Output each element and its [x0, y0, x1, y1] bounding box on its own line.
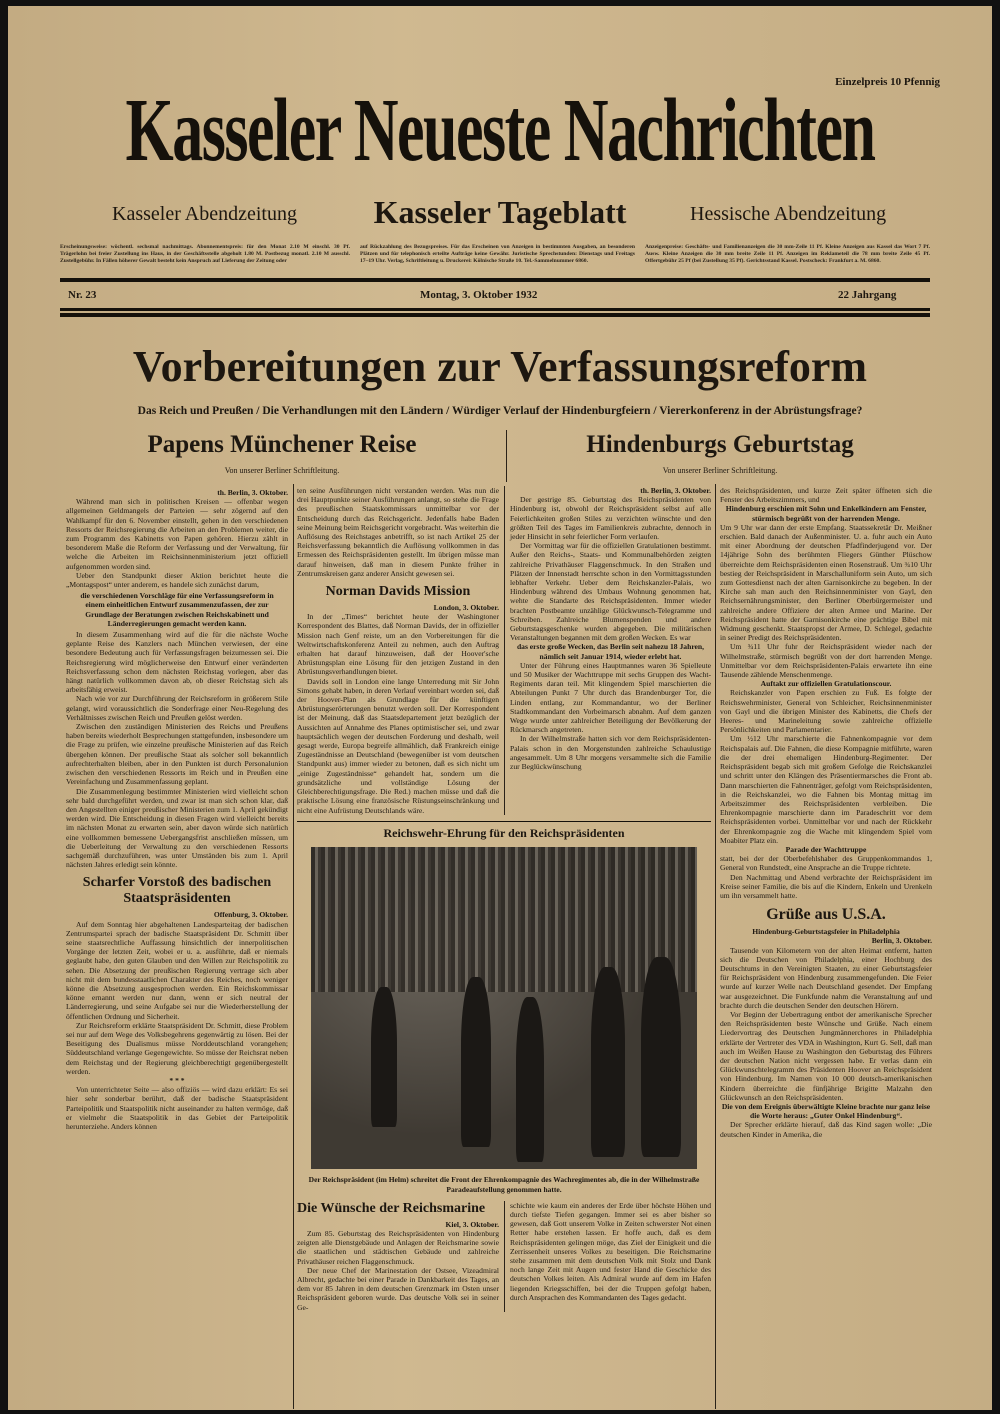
- baden-title: Scharfer Vorstoß des badischen Staatspräsidenten: [82, 875, 272, 907]
- column-4: [720, 486, 932, 1139]
- highlight-paragraph: die verschiedenen Vorschläge für eine Verfassungsreform in einem einheitlichen Entwurf zusammenzufassen, der zur Grundlage der Beratungen zwischen Reichskabinett und Länderregierungen gemacht werden kann.: [80, 591, 274, 628]
- paragraph: In der „Times“ berichtet heute der Washingtoner Korrespondent des Blattes, daß Norman Davids, der in offizieller Mission nach Genf reiste, um an den Vorbereitungen für die Weltwirtschaftskonferenz Anteil zu nehmen, auch den Auftrag erhalten hat darauf hinzuweisen, daß der Hoover'sche Abrüstungsplan eine Lösung für den jetzigen Zustand in den Abrüstungsverhandlungen bietet.: [297, 612, 499, 677]
- highlight-paragraph: das erste große Wecken, das Berlin seit nahezu 18 Jahren, nämlich seit Januar 1914, wieder erlebt hat.: [516, 642, 705, 661]
- paragraph: Der neue Chef der Marinestation der Ostsee, Vizeadmiral Albrecht, gedachte bei einer Parade in Dankbarkeit des Tages, an dem vor 85 Jahren in dem deutschen Grenzmark im Osten unser Reichspräsident geboren wurde. Das deutsche Volk sei in seiner Ge-: [297, 1265, 499, 1312]
- volume-label: 22 Jahrgang: [838, 289, 897, 301]
- column-3: [504, 486, 711, 815]
- column-divider: [506, 430, 507, 482]
- usa-title: Grüße aus U.S.A.: [766, 906, 886, 924]
- dateline: Berlin, 3. Oktober.: [871, 936, 932, 946]
- fine-print-subscription: Erscheinungsweise: wöchentl. sechsmal nachmittags. Abonnementspreis: für den Monat 2.10 M einschl. 30 Pf. Trägerlohn bei freier Zustellung ins Haus, in der Geschäftsstelle abgeholt 1.80 M. Postbezug monatl. 2.10 M ausschl. Zustellgebühr. In Fällen höherer Gewalt besteht kein Anspruch auf Lieferung der Zeitung oder: [60, 244, 350, 264]
- dateline: Offenburg, 3. Oktober.: [213, 910, 288, 920]
- paragraph: schichte wie kaum ein anderes der Erde über höchste Höhen und durch tiefste Tiefen gegangen. Immer sei es aber bisher so gewesen, daß Gott unserem Volke in Zeiten schwerster Not einen Retter habe erstehen lassen. Er hoffe auch, daß es dem Reichspräsidenten gelingen möge, das Ziel der Einigkeit und die Zerrissenheit unseres Volkes zu beseitigen. Die Reichsmarine stehe zusammen mit dem deutschen Volk mit Stolz und Dank noch lange Zeit mit Augen und fester Hand die Geschicke des deutschen Volkes leiten. Als Admiral wurde auf dem im Hafen liegenden Kriegsschiffen, bei der die Truppen gefolgt haben, durch Ansprachen des Kommandanten des Tages gedacht.: [510, 1200, 711, 1302]
- lead-headline: Vorbereitungen zur Verfassungsreform: [132, 342, 868, 391]
- dateline: Kiel, 3. Oktober.: [445, 1219, 499, 1229]
- paragraph: Zum 85. Geburtstag des Reichspräsidenten von Hindenburg zeigten alle Dienstgebäude und Anlagen der Reichsmarine sowie die staatlichen und städtischen Gebäude und zahlreiche Privathäuser reichen Flaggenschmuck.: [297, 1228, 499, 1266]
- dateline: London, 3. Oktober.: [433, 603, 499, 613]
- papen-byline: Von unserer Berliner Schriftleitung.: [224, 466, 340, 475]
- fine-print-ads: Anzeigenpreise: Geschäfts- und Familienanzeigen die 30 mm-Zeile 11 Pf. Kleine Anzeigen aus Kassel das Wort 7 Pf. Ausw. Kleine Anzeigen die 30 mm breite Zeile 11 Pf. Anzeigen im Reklameteil die 78 mm breite Zeile 45 Pf. Offertgebühr 25 Pf (bei Zustellung 35 Pf). Gerichtsstand Kassel. Postscheck: Frankfurt a. M. 6860.: [645, 244, 930, 264]
- paragraph: ten seine Ausführungen nicht verstanden werden. Was nun die drei Hauptpunkte seiner Ausführungen anlangt, so stehe die Frage des preußischen Staatskommissars unmittelbar vor der Entscheidung durch das Reichsgericht. Jedenfalls habe Baden seine Meinung beim Reichsgericht vorgebracht. Was weiterhin die Auflösung des Reichstages anbetrifft, so ist nach Artikel 25 der Reichsverfassung bekanntlich die Auflösung vollkommen in das Ermessen des Reichspräsidenten gestellt. Im übrigen müsse man darauf hinweisen, daß man in diesem Punkte früher in Zentrumskreisen ganz anderer Ansicht gewesen sei.: [297, 486, 499, 578]
- paragraph: Zur Reichsreform erklärte Staatspräsident Dr. Schmitt, diese Problem sei nur auf dem Wege des Volksbegehrens gegenwärtig zu lösen. Bei der Beseitigung des Dualismus müsse Norddeutschland vorangehen; Süddeutschland verlange Gegengewichte. So müsse der Reichsrat neben dem Reichstag und der Regierung gleichberechtigt gegenübergestellt werden.: [66, 1020, 288, 1076]
- column-1: [66, 488, 288, 1131]
- price-label: Einzelpreis 10 Pfennig: [835, 76, 940, 88]
- paragraph: Davids soll in London eine lange Unterredung mit Sir John Simons gehabt haben, in deren Verlauf vereinbart worden sei, daß der Hoover-Plan als Grundlage für die künftigen Abrüstungserörterungen benutzt werden soll. Der Korrespondent ist der Meinung, daß das Staatsdepartement jetzt bezüglich der Aussichten auf Annahme des Planes optimistischer sei, und zwar hauptsächlich wegen der deutschen Forderung und deshalb, weil gesagt werde, Europa begreife allmählich, daß Frankreich einige Zugeständnisse an Deutschland (bewegenüber ist vom deutschen Standpunkt aus) immer wieder zu betonen, daß es sich nicht um „einige Zugeständnisse“ gehandelt hat, sondern um die grundsätzliche und vollständige Lösung der Gleichberechtigungsfrage. Die Red.) machen müsse und daß die praktische Lösung eine französische Rüstungseinschränkung und nicht eine Aufrüstung Deutschlands wäre.: [297, 676, 499, 815]
- issue-number: Nr. 23: [68, 289, 97, 301]
- upper-middle-columns: [297, 486, 711, 815]
- paragraph: Auf dem Sonntag hier abgehaltenen Landesparteitag der badischen Zentrumspartei sprach der badische Staatspräsident Dr. Schmitt über seine staatsrechtliche Auffassung hinsichtlich der innerpolitischen Vorgänge der letzten Zeit, wobei er u. a. ausführte, daß er niemals geglaubt habe, den guten Glauben und den Willen zur Reichspolitik zu sehen. Die Absetzung der preußischen Regierung vertrage sich aber nicht mit dem bundesstaatlichen Charakter des Reiches, noch weniger könne die Absetzung ausgesprochen werden. Ein Reichskommissar könne ernannt werden nur dann, wenn er sich neutral der Länderregierung, und seine Aufgabe sei nur die Wiederherstellung der öffentlichen Ordnung und Sicherheit.: [66, 919, 288, 1021]
- separator-stars: * * *: [169, 1075, 185, 1085]
- photo-caption: Der Reichspräsident (im Helm) schreitet die Front der Ehrenkompagnie des Wachregimentes ab, die in der Wilhelmstraße Paradeaufstellung genommen hatte.: [308, 1174, 700, 1194]
- papen-title: Papens Münchener Reise: [147, 431, 417, 458]
- dateline-rule-2: [60, 313, 930, 317]
- paragraph: Reichskanzler von Papen erschien zu Fuß. Es folgte der Reichswehrminister, General von Schleicher, Reichsinnenminister von Gayl und die übrigen Minister des Kabinetts, die Chefs der Heeres- und Marineleitung sowie zahlreiche offizielle Persönlichkeiten und Parlamentarier.: [720, 688, 932, 735]
- paragraph: Vor Beginn der Uebertragung entbot der amerikanische Sprecher den Reichspräsidenten beste Wünsche und Grüße. Nach einem Liedervortrag des Deutschen Jungmännerchores in Philadelphia erklärte der Vertreter des VDA in Washington, Kurt G. Sell, daß man auch im Weißen Hause zu Washington den Geburtstag des Führers der deutschen Nation nicht vergessen habe. Er verlas dann ein Glückwunschtelegramm des Präsidenten Hoover an Reichspräsident von Hindenburg. Im Namen von 10 000 deutsch-amerikanischen Kindern überreichte die fünfjährige Brigitte Malzahn den Glückwunsch an den Reichspräsidenten.: [720, 1009, 932, 1102]
- dateline: th. Berlin, 3. Oktober.: [640, 486, 711, 495]
- column-divider: [715, 484, 716, 1409]
- paragraph: Um ½12 Uhr marschierte die Fahnenkompagnie vor dem Reichspalais auf. Die Fahnen, die diese Kompagnie mitführte, waren die der drei ehemaligen Hindenburg-Regimenter. Der Reichspräsident begab sich mit großem Gefolge die Reichskanzlei und schritt unter den Klängen des Präsentiermarsches die Front ab. Dann marschierten die Fahnenträger, gefolgt vom Reichspräsidenten, in die Reichskanzlei, wo die Fahnen bis Montag mittag im Arbeitszimmer des Reichspräsidenten verbleiben. Die Ehrenkompagnie marschierte dann im Paradeschritt vor dem Reichspräsidenten vorbei. Unmittelbar vor und nach der Rückkehr der Ehrenkompagnie zog die Wache mit klingendem Spiel vom Moabiter Platz ein.: [720, 734, 932, 845]
- lead-subline: Das Reich und Preußen / Die Verhandlungen mit den Ländern / Würdiger Verlauf der Hindenburgfeiern / Viererkonferenz in der Abrüstungsfrage?: [137, 405, 863, 417]
- marine-article: [297, 1201, 711, 1312]
- issue-date: Montag, 3. Oktober 1932: [420, 289, 538, 301]
- subheading: Auftakt zur offiziellen Gratulationscour.: [760, 679, 892, 689]
- paragraph: Nach wie vor zur Durchführung der Reichsreform in größerem Stile gelangt, wird voraussichtlich die Sonderfrage einer Neu-Regelung des Verhältnisses zwischen Reich und Preußen gelöst werden.: [66, 694, 288, 722]
- fine-print-publisher: auf Rückzahlung des Bezugspreises. Für das Erscheinen von Anzeigen in bestimmten Ausgaben, an besonderen Plätzen und für telephonisch erteilte Aufträge keine Gewähr. Juristische Sprechstunden: Dienstags und Freitags 17–19 Uhr. Verlag, Schriftleitung u. Druckerei: Kölnische Straße 10. Tel.-Sammelnummer 6860.: [360, 244, 635, 264]
- paragraph: Während man sich in politischen Kreisen — offenbar wegen allgemeinen Geldmangels der Parteien — sehr zögernd auf den Wahlkampf für den 6. November einstellt, gehen in den verschiedenen Ressorts der Reichsregierung die Arbeiten an den Problemen weiter, die zum Programm des Kabinetts von Papen gehören. Hierzu zählt in besonderem Maße die Reform der Verfassung und der Verwaltung, für welche die Arbeiten im Reichsinnenministerium jetzt offiziell aufgenommen worden sind.: [66, 497, 288, 571]
- highlight-paragraph: Hindenburg erschien mit Sohn und Enkelkindern am Fenster, stürmisch begrüßt von der harrenden Menge.: [725, 504, 927, 523]
- column-divider: [293, 484, 294, 1409]
- paragraph: Der Vormittag war für die offiziellen Gratulationen bestimmt. Außer den Reichs-, Staats- und Kommunalbehörden zeigten zahlreiche Privathäuser Flaggenschmuck. In den Straßen und Plätzen der Innenstadt herrschte schon in den Vormittagsstunden lebhafter Verkehr. Ueber dem Reichskanzler-Palais, wo Hindenburg während des Umbaus Wohnung genommen hat, wehte die Standarte des Reichspräsidenten. Immer wieder brachten Postbeamte unzählige Glückwunsch-Telegramme und Schreiben. Zahlreiche Blumenspenden und andere Geburtstagsgeschenke wurden abgegeben. Die militärischen Veranstaltungen begannen mit dem großen Wecken. Es war: [510, 541, 711, 643]
- paragraph: des Reichspräsidenten, und kurze Zeit später öffneten sich die Fenster des Arbeitszimmers, und: [720, 486, 932, 505]
- column-2: [297, 486, 504, 815]
- paragraph: Den Nachmittag und Abend verbrachte der Reichspräsident im Kreise seiner Familie, die bis auf die Kindern, Enkeln und Urenkeln um ihn versammelt hatte.: [720, 872, 932, 900]
- marine-column-1: [297, 1201, 504, 1312]
- subtitle-center: Kasseler Tageblatt: [373, 194, 627, 230]
- middle-section: [297, 486, 711, 1312]
- paragraph: Um 9 Uhr war dann der erste Empfang. Staatssekretär Dr. Meißner erschien. Bald danach der Außenminister. U. a. fuhr auch ein Auto mit einer Abordnung der deutschen Pfadfinderjugend vor. Der 14jährige Sohn des berühmten Fliegers Günther Plüschow überreichte dem Reichspräsidenten einen Rosenstrauß. Um ¾10 Uhr bestieg der Reichspräsident in Marschalluniform sein Auto, um sich zum Gottesdienst nach der alten Garnisonkirche zu begeben. In der Kirche sah man auch den Reichsinnenminister von Gayl, den Reichsernährungsminister, den Berliner Oberbürgermeister und zahlreiche andere Offiziere der alten Armee und Marine. Der Reichspräsident hatte der Garnisonkirche eine prächtige Bibel mit Widmung geschenkt. Staatspropst der Armee, D. Schlegel, gedachte in seiner Predigt des Reichspräsidenten.: [720, 522, 932, 643]
- hindenburg-title: Hindenburgs Geburtstag: [586, 431, 854, 458]
- paragraph: Unter der Führung eines Hauptmannes waren 36 Spielleute und 50 Musiker der Wachttruppe mit sechs Gruppen des Wacht-Regiments daran teil. Mit klingendem Spiel marschierten die Abteilungen Punkt 7 Uhr durch das Brandenburger Tor, die Linden entlang, zur Kommandantur, wo der Berliner Stadtkommandant den Vorbeimarsch abnahm. Auf dem ganzen Wege wurde unter zahlreicher Beteiligung der Bevölkerung der Rückmarsch angetreten.: [510, 660, 711, 735]
- usa-subtitle: Hindenburg-Geburtstagsfeier in Philadelphia: [752, 927, 900, 937]
- paragraph: Der Sprecher erklärte hierauf, daß das Kind sagen wolle: „Die deutschen Kinder in Amerika, die: [720, 1120, 932, 1139]
- subheading: Parade der Wachttruppe: [785, 844, 867, 854]
- paragraph: Ueber den Standpunkt dieser Aktion berichtet heute die „Montagspost“ unter anderem, es handele sich zunächst darum,: [66, 570, 288, 590]
- paragraph: Zwischen den zuständigen Ministerien des Reichs und Preußens haben bereits wiederholt Besprechungen stattgefunden, insbesondere um die Frage zu prüfen, wie einzelne preußische Ministerien auf das Reich übergehen können. Der preußische Staat als solcher soll bekanntlich aufrechterhalten bleiben, aber in den Punkten ist durch Personalunion zwischen den verschiedenen Ressorts im Reich und in Preußen eine Vereinfachung und Zusammenfassung geplant.: [66, 722, 288, 787]
- paragraph: statt, bei der der Oberbefehlshaber des Gruppenkommandos 1, General von Rundstedt, eine Ansprache an die Truppe richtete.: [720, 854, 932, 873]
- photo-box-title: Reichswehr-Ehrung für den Reichspräsidenten: [297, 821, 711, 841]
- masthead-rule: [60, 278, 930, 282]
- subtitle-right: Hessische Abendzeitung: [690, 203, 887, 225]
- dateline-rule: [60, 308, 930, 311]
- newspaper-page: [8, 6, 992, 1410]
- paragraph: In diesem Zusammenhang wird auf die für die nächste Woche geplante Reise des Kanzlers nach München verwiesen, der eine besondere Bedeutung auch für Verfassungsfragen beizumessen sei. Die Reichsregierung wird möglicherweise den Entwurf einer veränderten Reichsverfassung schon dem nächsten Reichstag vorlegen, aber das hängt natürlich vollkommen davon ab, ob dieser Reichstag sich als arbeitsfähig erweist.: [66, 630, 288, 695]
- subtitle-left: Kasseler Abendzeitung: [112, 203, 297, 225]
- paragraph: Von unterrichteter Seite — also offiziös — wird dazu erklärt: Es sei hier sehr sonderbar berührt, daß der badische Staatspräsident Parteipolitik und Staatspolitik nicht auseinander zu halten vermöge, daß er vielmehr die Staatspolitik in das Gebiet der Parteipolitik herunterziehe. Anders können: [66, 1085, 288, 1131]
- dateline: th. Berlin, 3. Oktober.: [217, 488, 288, 497]
- paragraph: Der gestrige 85. Geburtstag des Reichspräsidenten von Hindenburg ist, obwohl der Reichspräsident selbst auf alle Feierlichkeiten großen Stiles zu verzichten wünschte und den größten Teil des Tages im Familienkreis zubrachte, dennoch in jeder Hinsicht in sehr feierlicher Form verlaufen.: [510, 495, 711, 542]
- paragraph: Tausende von Kilometern von der alten Heimat entfernt, hatten sich die Deutschen von Philadelphia, einer Hochburg des Deutschtums in den Vereinigten Staaten, zu einer Geburtstagsfeier für Reichspräsident von Hindenburg zusammengefunden. Die Feier wurde auf kurzer Welle nach Deutschland gesendet. Der Empfang war ausgezeichnet. Die Funkfunde nahm die Veranstaltung auf und brachte durch die deutschen Sender den deutschen Hörern.: [720, 945, 932, 1010]
- paragraph: Die Zusammenlegung bestimmter Ministerien wird vielleicht schon sehr bald durchgeführt werden, und zwar ist man sich schon klar, daß den Angestellten einiger preußischer Ministerien zum 1. April gekündigt werden wird. Die Entscheidung in diesen Fragen wird vielleicht bereits im nächsten Monat zu erwarten sein, aber davon würde sich natürlich eine vollkommen bemessene Uebergangsfrist anschließen müssen, um die Ueberleitung der Verwaltung zu den verschiedenen Ressorts sachgemäß durchzuführen, was unter Umständen bis zum 1. April nächsten Jahres erledigt sein könnte.: [66, 786, 288, 870]
- highlight-paragraph: Die von dem Ereignis überwältigte Kleine brachte nur ganz leise die Worte heraus: „Guter Onkel Hindenburg“.: [721, 1102, 931, 1121]
- masthead-title: Kasseler Neueste Nachrichten: [125, 81, 875, 181]
- marine-column-2: [504, 1201, 711, 1312]
- paragraph: In der Wilhelmstraße hatten sich vor dem Reichspräsidenten-Palais schon in den Morgenstunden zahlreiche Schaulustige angesammelt. Um 8 Uhr morgens versammelte sich die Familie zur Beglückwünschung: [510, 734, 711, 772]
- reichswehr-photo: [311, 847, 697, 1169]
- paragraph: Um ¾11 Uhr fuhr der Reichspräsident wieder nach der Wilhelmstraße, stürmisch begrüßt von der dort harrenden Menge. Unmittelbar vor dem Reichspräsidenten-Palais erwartete ihn eine Tausende zählende Menschenmenge.: [720, 642, 932, 680]
- davis-title: Norman Davids Mission: [325, 584, 471, 600]
- hindenburg-byline: Von unserer Berliner Schriftleitung.: [662, 466, 778, 475]
- marine-title: Die Wünsche der Reichsmarine: [297, 1200, 486, 1216]
